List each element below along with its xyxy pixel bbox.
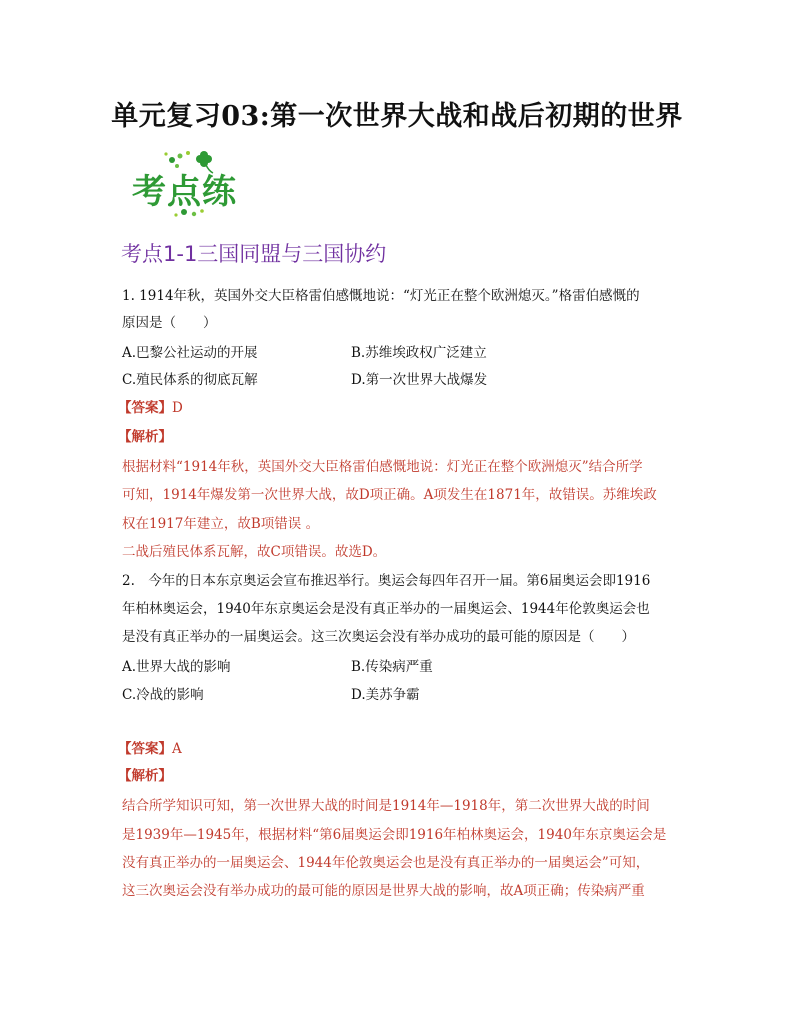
logo-text: 考点练 (132, 172, 237, 212)
q1-analysis-label: 【解析】 (118, 429, 172, 445)
q2-option-c: C.冷战的影响 (122, 687, 204, 703)
q1-answer-value: D (172, 400, 183, 416)
q1-option-c: C.殖民体系的彻底瓦解 (122, 372, 258, 388)
q2-stem-line-3: 是没有真正举办的一届奥运会。这三次奥运会没有举办成功的最可能的原因是（ ） (122, 629, 635, 645)
q2-stem-line-2: 年柏林奥运会，1940年东京奥运会是没有真正举办的一届奥运会、1944年伦敦奥运会也 (122, 601, 650, 617)
q1-stem-line-1: 1. 1914年秋，英国外交大臣格雷伯感慨地说：“灯光正在整个欧洲熄灭。”格雷伯感慨的 (122, 288, 640, 304)
q2-answer-label: 【答案】 (118, 741, 172, 757)
q1-stem-line-2: 原因是（ ） (122, 315, 217, 331)
q2-answer (118, 739, 182, 759)
q2-analysis-line-2: 是1939年—1945年，根据材料“第6届奥运会即1916年柏林奥运会，1940年东京奥运会是 (122, 827, 667, 843)
q2-analysis-label: 【解析】 (118, 768, 172, 784)
q2-option-b: B.传染病严重 (351, 659, 433, 675)
q1-answer-label: 【答案】 (118, 400, 172, 416)
q2-stem-line-1: 2. 今年的日本东京奥运会宣布推迟举行。奥运会每四年召开一届。第6届奥运会即1916 (122, 573, 651, 589)
q2-option-d: D.美苏争霸 (351, 687, 420, 703)
q1-analysis-line-4: 二战后殖民体系瓦解，故C项错误。故选D。 (122, 544, 387, 560)
q2-analysis-line-4: 这三次奥运会没有举办成功的最可能的原因是世界大战的影响，故A项正确；传染病严重 (122, 883, 645, 899)
q1-answer (118, 398, 183, 418)
q2-answer-value: A (172, 741, 182, 757)
q1-option-d: D.第一次世界大战爆发 (351, 372, 488, 388)
q1-option-b: B.苏维埃政权广泛建立 (351, 345, 487, 361)
kaodianlian-logo (128, 148, 253, 218)
section-title: 考点1-1三国同盟与三国协约 (121, 242, 387, 266)
q1-analysis-line-3: 权在1917年建立，故B项错误 。 (122, 516, 320, 532)
q1-analysis-line-1: 根据材料“1914年秋，英国外交大臣格雷伯感慨地说：灯光正在整个欧洲熄灭”结合所学 (122, 459, 643, 475)
q2-analysis-line-1: 结合所学知识可知，第一次世界大战的时间是1914年—1918年，第二次世界大战的时间 (122, 798, 650, 814)
q2-analysis-line-3: 没有真正举办的一届奥运会、1944年伦敦奥运会也是没有真正举办的一届奥运会”可知， (122, 855, 650, 871)
document-title: 单元复习03:第一次世界大战和战后初期的世界 (111, 101, 683, 132)
q2-option-a: A.世界大战的影响 (122, 659, 231, 675)
q1-option-a: A.巴黎公社运动的开展 (122, 345, 258, 361)
q1-analysis-line-2: 可知，1914年爆发第一次世界大战，故D项正确。A项发生在1871年，故错误。苏维埃政 (122, 487, 657, 503)
